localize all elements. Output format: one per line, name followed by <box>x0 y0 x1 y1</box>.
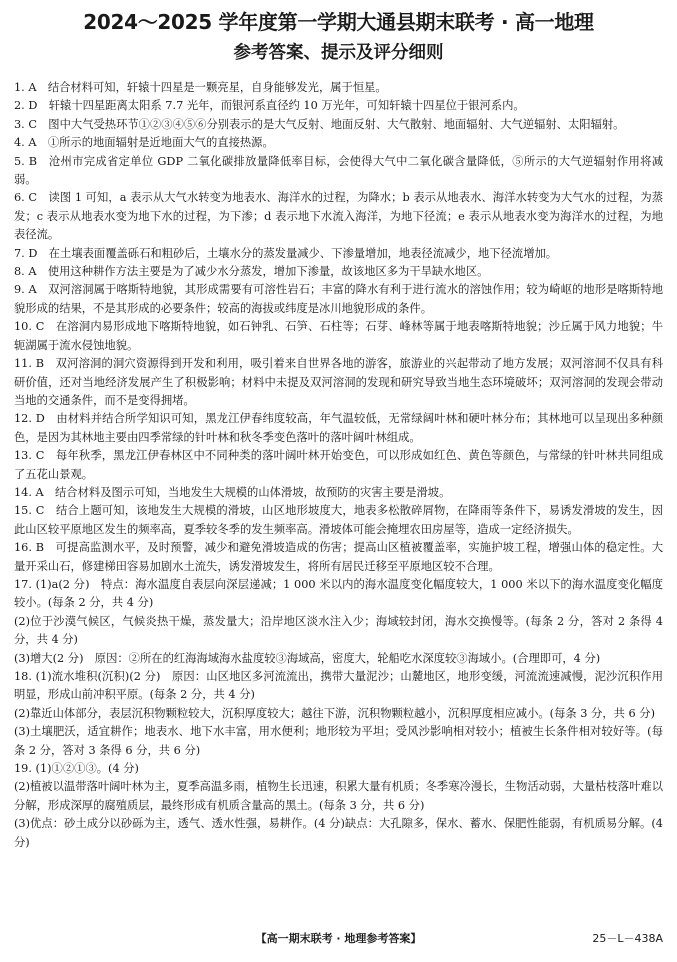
footer-title: 【高一期末联考 · 地理参考答案】 <box>255 932 422 945</box>
answer-text: 9. A 双河溶洞属于喀斯特地貌，其形成需要有可溶性岩石；丰富的降水有利于进行流水的溶蚀作用；较为崎岖的地形是喀斯特地貌形成的结果，不是其形成的必要条件；较高的海拔或纬度是冰川地貌形成的条件。 <box>14 283 663 315</box>
answer-list <box>14 79 663 852</box>
answer-item <box>14 778 663 815</box>
answer-text: (3)增大(2 分) 原因：②所在的红海海域海水盐度较③海域高，密度大，轮船吃水深度较③海域小。(合理即可，4 分) <box>14 651 601 665</box>
answer-text: 4. A ①所示的地面辐射是近地面大气的直接热源。 <box>14 136 274 150</box>
answer-text: (3)土壤肥沃，适宜耕作；地表水、地下水丰富，用水便利；地形较为平坦；受风沙影响相对较小；植被生长条件相对较好等。(每条 2 分，答对 3 条得 6 分，共 6 分) <box>14 725 663 757</box>
answer-text: 16. B 可提高监测水平，及时预警，减少和避免滑坡造成的伤害；提高山区植被覆盖率，实施护坡工程，增强山体的稳定性。大量开采山石，修建梯田容易加剧水土流失，诱发滑坡发生，将所有居民迁移至平原地区较不合理。 <box>14 541 663 573</box>
answer-item <box>14 815 663 852</box>
answer-text: (2)植被以温带落叶阔叶林为主，夏季高温多雨，植物生长迅速，积累大量有机质；冬季寒冷漫长，生物活动弱，大量枯枝落叶难以分解，形成深厚的腐殖质层，最终形成有机质含量高的黑土。(每条 3 分，共 6 分) <box>14 780 663 812</box>
answer-item <box>14 189 663 244</box>
document-title: 2024～2025 学年度第一学期大通县期末联考 · 高一地理 <box>83 10 594 34</box>
answer-text: 13. C 每年秋季，黑龙江伊春林区中不同种类的落叶阔叶林开始变色，可以形成如红色、黄色等颜色，与常绿的针叶林共同组成了五花山景观。 <box>14 449 663 481</box>
answer-item <box>14 410 663 447</box>
answer-item <box>14 668 663 705</box>
answer-text: (3)优点：砂土成分以砂砾为主，透气、透水性强，易耕作。(4 分)缺点：大孔隙多，保水、蓄水、保肥性能弱，有机质易分解。(4 分) <box>14 817 663 849</box>
footer-code: 25－L－438A <box>592 932 663 945</box>
answer-text: 17. (1)a(2 分) 特点：海水温度自表层向深层递减；1 000 米以内的海水温度变化幅度较大，1 000 米以下的海水温度变化幅度较小。(每条 2 分，共 4 分) <box>14 577 663 610</box>
answer-item <box>14 97 663 115</box>
answer-item <box>14 153 663 190</box>
answer-text: 8. A 使用这种耕作方法主要是为了减少水分蒸发，增加下渗量，故该地区多为干旱缺水地区。 <box>14 265 489 279</box>
answer-text: (2)靠近山体部分，表层沉积物颗粒较大，沉积厚度较大；越往下游，沉积物颗粒越小，沉积厚度相应减小。(每条 3 分，共 6 分) <box>14 706 655 720</box>
answer-text: 5. B 沧州市完成省定单位 GDP 二氧化碳排放量降低率目标，会使得大气中二氧化碳含量降低，⑤所示的大气逆辐射作用将减弱。 <box>14 154 663 187</box>
answer-item <box>14 650 663 668</box>
answer-text: 19. (1)①②①③。(4 分) <box>14 762 139 776</box>
page-footer <box>14 931 663 947</box>
answer-text: 2. D 轩辕十四星距离太阳系 7.7 光年，而银河系直径约 10 万光年，可知轩辕十四星位于银河系内。 <box>14 99 525 113</box>
answer-item <box>14 263 663 281</box>
answer-item <box>14 484 663 502</box>
answer-item <box>14 116 663 134</box>
answer-text: 11. B 双河溶洞的洞穴资源得到开发和利用，吸引着来自世界各地的游客，旅游业的兴起带动了地方发展；双河溶洞不仅具有科研价值，还对当地经济发展产生了积极影响；材料中未提及双河溶洞的发现和研究导致当地生态环境破坏；双河溶洞的发现会带动当地的交通条件，而不是变得拥堵。 <box>14 357 663 407</box>
answer-text: 6. C 读图 1 可知，a 表示从大气水转变为地表水、海洋水的过程，为降水；b 表示从地表水、海洋水转变为大气水的过程，为蒸发；c 表示从地表水变为地下水的过程，为下渗；d 表示地下水流入海洋，为地下径流；e 表示从地表水变为海洋水的过程，为地表径流。 <box>14 191 663 242</box>
answer-item <box>14 79 663 97</box>
answer-text: (2)位于沙漠气候区，气候炎热干燥，蒸发量大；沿岸地区淡水注入少；海域较封闭，海水交换慢等。(每条 2 分，答对 2 条得 4 分，共 4 分) <box>14 614 663 647</box>
answer-item <box>14 318 663 355</box>
answer-text: 18. (1)流水堆积(沉积)(2 分) 原因：山区地区多河流流出，携带大量泥沙；山麓地区，地形变缓，河流流速减慢，泥沙沉积作用明显，形成山前冲积平原。(每条 2 分，共 4 分) <box>14 670 663 702</box>
answer-text: 7. D 在土壤表面覆盖砾石和粗砂后，土壤水分的蒸发量减少、下渗量增加，地表径流减少，地下径流增加。 <box>14 246 558 260</box>
answer-text: 15. C 结合上题可知，该地发生大规模的滑坡，山区地形坡度大，地表多松散碎屑物，在降雨等条件下，易诱发滑坡的发生，因此山区较平原地区发生的频率高，夏季较冬季的发生频率高。滑坡体可能会掩埋农田房屋等，造成一定经济损失。 <box>14 504 663 536</box>
answer-text: 14. A 结合材料及图示可知，当地发生大规模的山体滑坡，故预防的灾害主要是滑坡。 <box>14 485 451 499</box>
answer-item <box>14 723 663 760</box>
answer-item <box>14 613 663 650</box>
answer-item <box>14 502 663 539</box>
answer-text: 3. C 图中大气受热环节①②③④⑤⑥分别表示的是大气反射、地面反射、大气散射、地面辐射、大气逆辐射、太阳辐射。 <box>14 117 625 131</box>
answer-item <box>14 245 663 263</box>
answer-item <box>14 760 663 778</box>
answer-item <box>14 447 663 484</box>
answer-text: 10. C 在溶洞内易形成地下喀斯特地貌，如石钟乳、石笋、石柱等；石芽、峰林等属于地表喀斯特地貌；沙丘属于风力地貌；牛轭湖属于流水侵蚀地貌。 <box>14 320 663 352</box>
answer-item <box>14 539 663 576</box>
answer-item <box>14 355 663 410</box>
answer-item <box>14 281 663 318</box>
answer-item <box>14 576 663 613</box>
answer-item <box>14 134 663 152</box>
answer-text: 1. A 结合材料可知，轩辕十四星是一颗亮星，自身能够发光，属于恒星。 <box>14 81 387 94</box>
document-subtitle: 参考答案、提示及评分细则 <box>233 43 444 63</box>
answer-item <box>14 705 663 723</box>
answer-text: 12. D 由材料并结合所学知识可知，黑龙江伊春纬度较高，年气温较低，无常绿阔叶林和硬叶林分布；其林地可以呈现出多种颜色，是因为其林地主要由四季常绿的针叶林和秋冬季变色落叶的落叶阔叶林组成。 <box>14 412 663 444</box>
